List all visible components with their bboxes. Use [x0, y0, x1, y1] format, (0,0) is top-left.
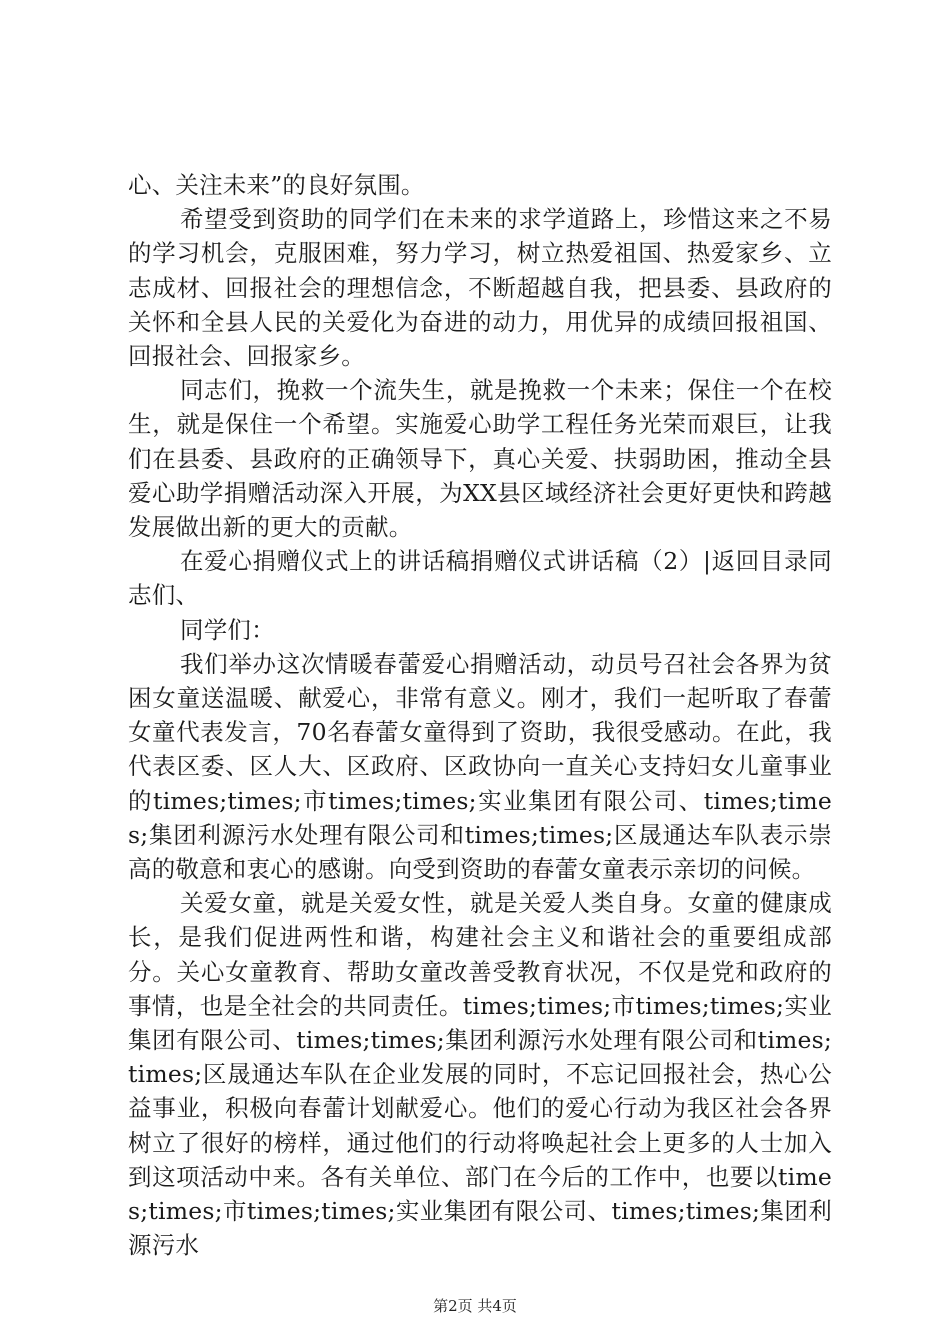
paragraph-5: 同学们：	[180, 615, 275, 644]
document-body	[128, 168, 832, 1263]
paragraph-7: 关爱女童，就是关爱女性，就是关爱人类自身。女童的健康成长，是我们促进两性和谐，构建社会主义和谐社会的重要组成部分。关心女童教育、帮助女童改善受教育状况，不仅是党和政府的事情，也是全社会的共同责任。times;times;市times;times;实业集团有限公司、times;times;集团利源污水处理有限公司和times;times;区晟通达车队在企业发展的同时，不忘记回报社会，热心公益事业，积极向春蕾计划献爱心。他们的爱心行动为我区社会各界树立了很好的榜样，通过他们的行动将唤起社会上更多的人士加入到这项活动中来。各有关单位、部门在今后的工作中，也要以times;times;市times;times;实业集团有限公司、times;times;集团利源污水	[128, 889, 832, 1260]
paragraph-2: 希望受到资助的同学们在未来的求学道路上，珍惜这来之不易的学习机会，克服困难，努力学习，树立热爱祖国、热爱家乡、立志成材、回报社会的理想信念，不断超越自我，把县委、县政府的关怀和全县人民的关爱化为奋进的动力，用优异的成绩回报祖国、回报社会、回报家乡。	[128, 205, 832, 371]
page-footer	[0, 1296, 950, 1316]
paragraph-6: 我们举办这次情暖春蕾爱心捐赠活动，动员号召社会各界为贫困女童送温暖、献爱心，非常有意义。刚才，我们一起听取了春蕾女童代表发言，70名春蕾女童得到了资助，我很受感动。在此，我代表区委、区人大、区政府、区政协向一直关心支持妇女儿童事业的times;times;市times;times;实业集团有限公司、times;times;集团利源污水处理有限公司和times;times;区晟通达车队表示崇高的敬意和衷心的感谢。向受到资助的春蕾女童表示亲切的问候。	[128, 649, 832, 884]
page-number: 第2页	[433, 1297, 473, 1315]
page-total: 共4页	[477, 1297, 517, 1315]
paragraph-4: 在爱心捐赠仪式上的讲话稿捐赠仪式讲话稿（2）|返回目录同志们、	[128, 547, 832, 610]
paragraph-1: 心、关注未来”的良好氛围。	[128, 171, 425, 199]
paragraph-3: 同志们，挽救一个流失生，就是挽救一个未来；保住一个在校生，就是保住一个希望。实施爱心助学工程任务光荣而艰巨，让我们在县委、县政府的正确领导下，真心关爱、扶弱助困，推动全县爱心助学捐赠活动深入开展，为XX县区域经济社会更好更快和跨越发展做出新的更大的贡献。	[128, 376, 832, 542]
